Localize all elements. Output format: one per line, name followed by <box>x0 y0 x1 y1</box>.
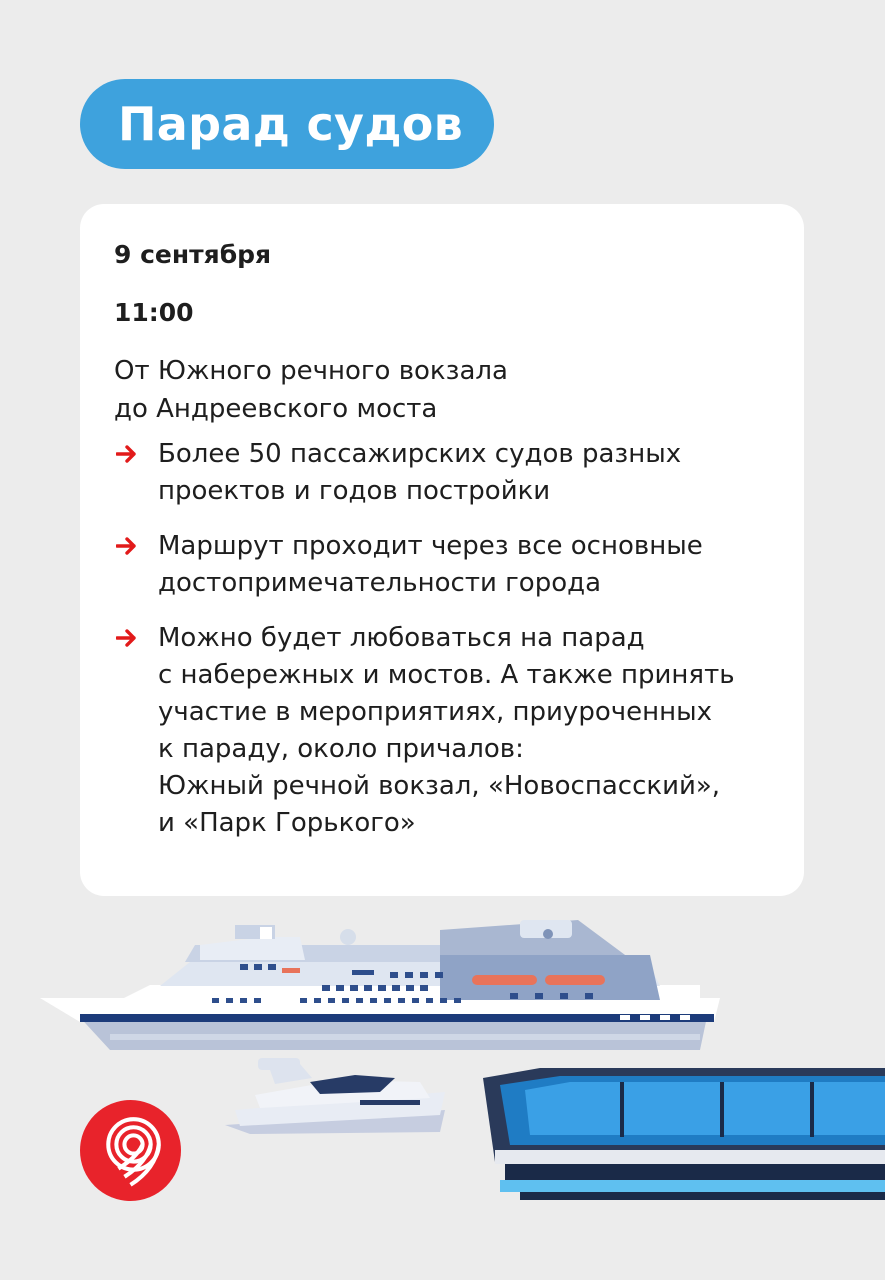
bullet-list <box>114 436 768 842</box>
arrow-right-icon <box>116 629 138 647</box>
bullet-line: достопримечательности города <box>158 568 602 598</box>
info-card <box>80 204 804 896</box>
cruise-ship <box>40 920 720 1050</box>
bullet-line: участие в мероприятиях, приуроченных <box>158 697 712 727</box>
city-logo-icon <box>80 1100 181 1201</box>
event-date: 9 сентября <box>114 240 272 269</box>
list-item <box>114 620 768 842</box>
bullet-line: к параду, около причалов: <box>158 734 524 764</box>
bullet-line: и «Парк Горького» <box>158 808 416 838</box>
ships-illustration <box>0 905 885 1280</box>
bullet-line: Более 50 пассажирских судов разных <box>158 439 682 469</box>
title-pill <box>80 79 494 169</box>
river-tram <box>483 1068 885 1200</box>
event-route <box>114 352 768 428</box>
bullet-line: Можно будет любоваться на парад <box>158 623 645 653</box>
list-item <box>114 528 768 602</box>
bullet-line: Южный речной вокзал, «Новоспасский», <box>158 771 721 801</box>
bullet-line: Маршрут проходит через все основные <box>158 531 703 561</box>
bullet-line: с набережных и мостов. А также принять <box>158 660 735 690</box>
bullet-line: проектов и годов постройки <box>158 476 551 506</box>
route-line: От Южного речного вокзала <box>114 356 508 386</box>
page-title: Парад судов <box>118 97 464 151</box>
event-time: 11:00 <box>114 298 194 327</box>
list-item <box>114 436 768 510</box>
yacht <box>225 1058 445 1134</box>
arrow-right-icon <box>116 445 138 463</box>
arrow-right-icon <box>116 537 138 555</box>
route-line: до Андреевского моста <box>114 394 438 424</box>
